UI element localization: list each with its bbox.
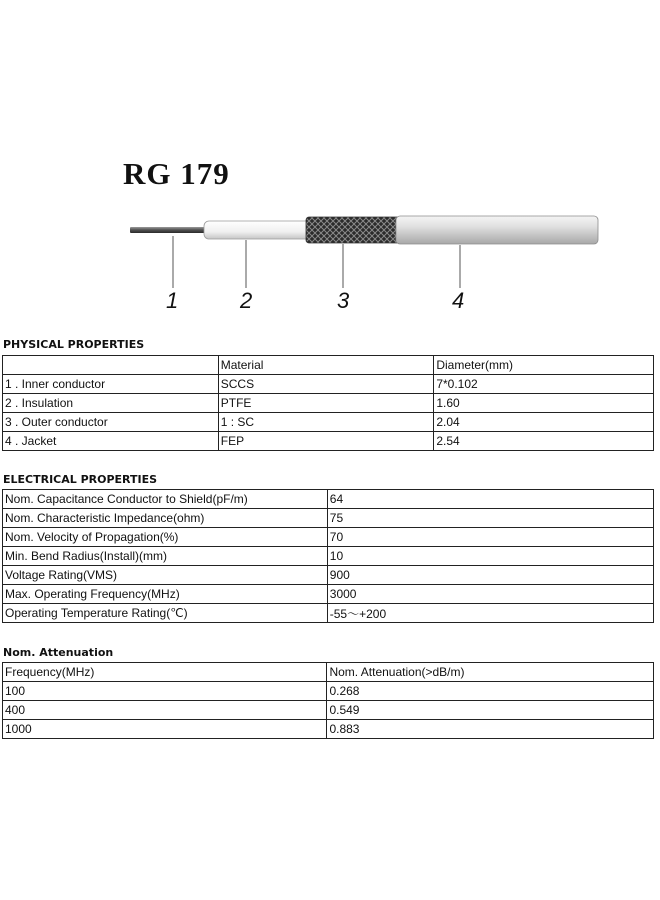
table-cell: 70 bbox=[327, 528, 653, 547]
attenuation-table bbox=[2, 662, 654, 739]
table-cell: Max. Operating Frequency(MHz) bbox=[3, 585, 328, 604]
part-label-4: 4 bbox=[452, 288, 465, 313]
header-cell bbox=[3, 356, 219, 375]
table-cell: 7*0.102 bbox=[434, 375, 654, 394]
header-cell: Nom. Attenuation(>dB/m) bbox=[327, 663, 654, 682]
table-row bbox=[3, 432, 654, 451]
attenuation-heading: Nom. Attenuation bbox=[3, 646, 114, 659]
table-cell: 64 bbox=[327, 490, 653, 509]
table-cell: 0.268 bbox=[327, 682, 654, 701]
table-cell: 2 . Insulation bbox=[3, 394, 219, 413]
table-cell: 900 bbox=[327, 566, 653, 585]
table-row bbox=[3, 566, 654, 585]
table-row bbox=[3, 394, 654, 413]
electrical-properties-table bbox=[2, 489, 654, 623]
table-cell: 1.60 bbox=[434, 394, 654, 413]
table-cell: Operating Temperature Rating(℃) bbox=[3, 604, 328, 623]
table-cell: PTFE bbox=[218, 394, 434, 413]
table-cell: -55～+200 bbox=[327, 604, 653, 623]
table-cell: 2.54 bbox=[434, 432, 654, 451]
table-cell: 400 bbox=[3, 701, 327, 720]
table-cell: 1 : SC bbox=[218, 413, 434, 432]
table-header-row bbox=[3, 663, 654, 682]
outer-conductor-braid bbox=[306, 217, 402, 243]
table-row bbox=[3, 413, 654, 432]
table-cell: 3000 bbox=[327, 585, 653, 604]
table-cell: Min. Bend Radius(Install)(mm) bbox=[3, 547, 328, 566]
physical-properties-table bbox=[2, 355, 654, 451]
table-row bbox=[3, 720, 654, 739]
table-cell: 0.549 bbox=[327, 701, 654, 720]
table-row bbox=[3, 604, 654, 623]
table-row bbox=[3, 547, 654, 566]
part-label-1: 1 bbox=[166, 288, 179, 313]
table-row bbox=[3, 701, 654, 720]
table-cell: 0.883 bbox=[327, 720, 654, 739]
header-cell: Frequency(MHz) bbox=[3, 663, 327, 682]
part-label-2: 2 bbox=[240, 288, 253, 313]
physical-properties-heading: PHYSICAL PROPERTIES bbox=[3, 338, 145, 351]
header-cell: Diameter(mm) bbox=[434, 356, 654, 375]
table-cell: 1 . Inner conductor bbox=[3, 375, 219, 394]
table-cell: 4 . Jacket bbox=[3, 432, 219, 451]
table-row bbox=[3, 682, 654, 701]
table-cell: SCCS bbox=[218, 375, 434, 394]
table-cell: 10 bbox=[327, 547, 653, 566]
cable-title: RG 179 bbox=[123, 156, 230, 191]
table-cell: 1000 bbox=[3, 720, 327, 739]
table-cell: FEP bbox=[218, 432, 434, 451]
table-cell: Voltage Rating(VMS) bbox=[3, 566, 328, 585]
header-cell: Material bbox=[218, 356, 434, 375]
table-row bbox=[3, 490, 654, 509]
inner-conductor-wire bbox=[130, 227, 210, 233]
table-cell: Nom. Velocity of Propagation(%) bbox=[3, 528, 328, 547]
table-header-row bbox=[3, 356, 654, 375]
jacket-layer bbox=[396, 216, 598, 244]
part-label-3: 3 bbox=[337, 288, 350, 313]
table-row bbox=[3, 509, 654, 528]
table-cell: Nom. Characteristic Impedance(ohm) bbox=[3, 509, 328, 528]
table-cell: 2.04 bbox=[434, 413, 654, 432]
insulation-layer bbox=[204, 221, 314, 239]
table-cell: 100 bbox=[3, 682, 327, 701]
table-row bbox=[3, 528, 654, 547]
table-cell: 3 . Outer conductor bbox=[3, 413, 219, 432]
table-cell: Nom. Capacitance Conductor to Shield(pF/m) bbox=[3, 490, 328, 509]
cable-diagram bbox=[0, 200, 660, 310]
electrical-properties-heading: ELECTRICAL PROPERTIES bbox=[3, 473, 158, 486]
table-cell: 75 bbox=[327, 509, 653, 528]
table-row bbox=[3, 585, 654, 604]
table-row bbox=[3, 375, 654, 394]
